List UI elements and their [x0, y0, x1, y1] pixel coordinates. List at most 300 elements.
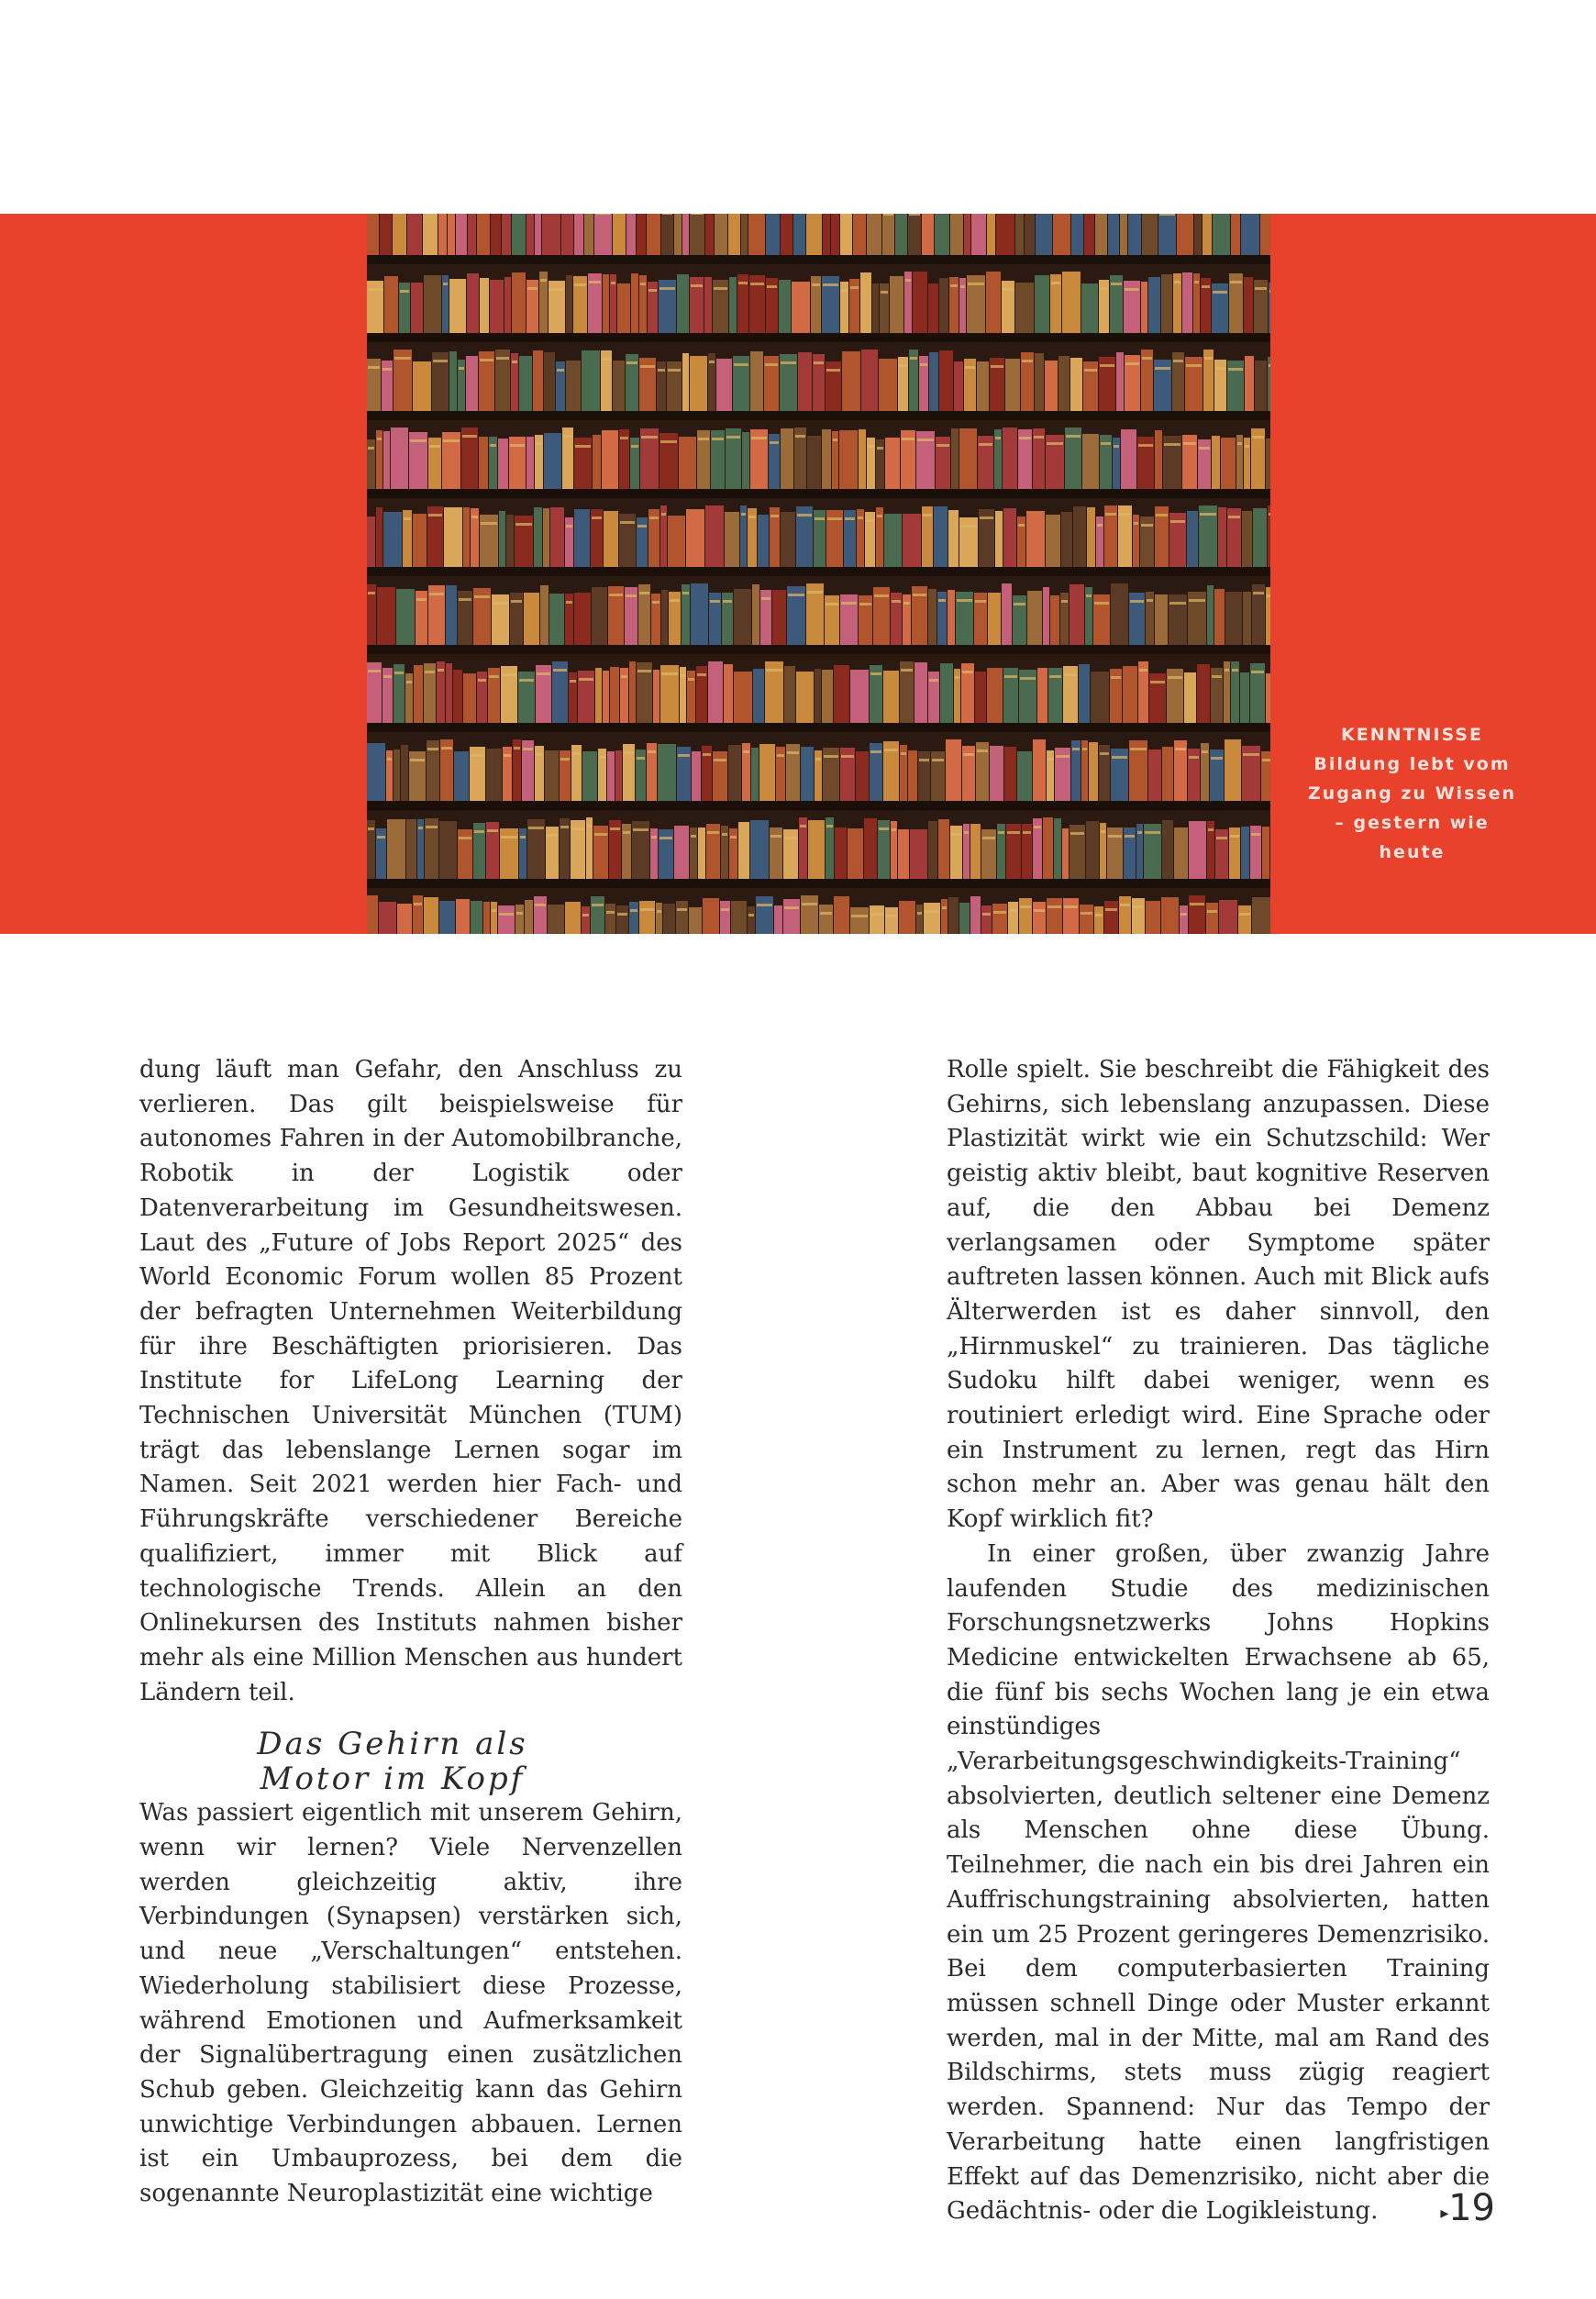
book-spine-band — [661, 513, 666, 516]
book-spine — [1260, 214, 1270, 255]
book-spine — [898, 829, 909, 879]
book-spine-band — [901, 752, 906, 755]
book-spine-band — [814, 361, 824, 364]
book-spine-band — [1253, 592, 1264, 594]
book-spine-band — [910, 357, 917, 360]
book-spine — [1245, 356, 1254, 411]
book-spine-band — [536, 442, 542, 445]
book-spine — [391, 428, 408, 489]
book-spine — [639, 901, 655, 934]
book-spine — [411, 283, 423, 333]
book-spine-band — [1164, 443, 1180, 446]
book-spine — [1148, 277, 1160, 333]
book-spine-band — [841, 289, 848, 292]
book-spine — [491, 902, 497, 934]
book-spine — [566, 361, 581, 411]
book-spine-band — [1202, 750, 1208, 753]
book-spine — [819, 905, 833, 934]
book-spine — [396, 589, 415, 645]
book-spine-band — [1049, 675, 1061, 678]
book-spine — [610, 667, 619, 723]
book-spine — [453, 670, 462, 723]
book-spine — [686, 509, 704, 567]
book-spine — [705, 214, 714, 255]
book-spine — [903, 514, 921, 567]
book-spine-band — [870, 750, 881, 753]
book-spine — [938, 819, 949, 879]
book-spine — [582, 906, 590, 934]
book-spine-band — [691, 284, 703, 287]
book-spine — [986, 272, 1001, 333]
book-spine-band — [950, 284, 958, 287]
book-spine — [424, 897, 438, 934]
book-spine-band — [1237, 442, 1242, 445]
book-spine — [835, 827, 847, 879]
book-spine — [1180, 905, 1188, 934]
book-spine-band — [826, 603, 838, 605]
book-spine — [1004, 747, 1016, 801]
book-spine-band — [923, 514, 932, 516]
book-spine-band — [623, 831, 630, 834]
book-spine-band — [698, 438, 709, 440]
book-spine-band — [496, 357, 509, 360]
book-spine — [731, 901, 747, 934]
book-spine-band — [657, 910, 661, 913]
book-spine-band — [905, 279, 911, 282]
book-spine-band — [540, 279, 547, 282]
book-spine — [856, 751, 869, 801]
book-spine-band — [770, 515, 779, 517]
book-spine-band — [511, 600, 522, 603]
book-spine — [468, 214, 476, 255]
book-spine-band — [1034, 436, 1044, 439]
book-spine — [774, 905, 782, 934]
book-spine — [613, 361, 625, 411]
book-spine — [677, 274, 689, 333]
book-spine — [954, 361, 963, 411]
book-spine-band — [633, 828, 648, 831]
book-spine — [734, 672, 752, 723]
photo-caption — [1304, 720, 1520, 867]
book-spine — [380, 214, 392, 255]
book-spine-band — [1262, 759, 1270, 761]
book-spine — [1043, 587, 1049, 645]
book-spine — [970, 824, 981, 879]
book-spine — [750, 820, 769, 879]
book-spine-band — [870, 672, 881, 675]
book-spine-band — [592, 904, 604, 906]
book-spine — [1243, 592, 1251, 645]
book-spine — [948, 510, 959, 567]
book-spine — [1221, 438, 1236, 489]
book-spine-band — [582, 914, 589, 916]
book-spine-band — [474, 830, 484, 833]
book-spine-band — [998, 831, 1004, 834]
book-spine-band — [741, 513, 746, 516]
book-spine-band — [1138, 444, 1153, 447]
book-spine-band — [528, 827, 544, 829]
book-spine — [885, 907, 898, 934]
book-spine — [1003, 428, 1017, 489]
book-spine — [384, 276, 398, 333]
book-spine-band — [387, 758, 392, 761]
book-spine — [1062, 828, 1069, 879]
book-spine — [637, 214, 646, 255]
book-spine-band — [1020, 677, 1036, 680]
book-spine — [870, 905, 884, 934]
book-spine-band — [648, 289, 657, 292]
book-spine — [626, 214, 636, 255]
book-spine — [742, 432, 749, 489]
book-spine — [882, 214, 894, 255]
book-spine — [1087, 507, 1095, 567]
book-spine-band — [640, 283, 646, 285]
book-spine-band — [917, 912, 922, 915]
book-spine — [1189, 821, 1206, 879]
book-spine-band — [766, 669, 782, 672]
book-spine — [467, 273, 479, 333]
book-spine — [692, 751, 701, 801]
book-spine — [750, 351, 763, 411]
book-spine — [446, 585, 457, 645]
book-spine — [1162, 820, 1173, 879]
book-spine-band — [400, 290, 409, 293]
book-spine — [924, 903, 940, 934]
book-spine — [842, 351, 860, 411]
book-spine-band — [474, 595, 490, 598]
book-spine — [946, 739, 961, 801]
book-spine-band — [975, 600, 986, 603]
book-spine-band — [748, 914, 754, 916]
book-spine — [401, 745, 408, 801]
book-spine-band — [606, 911, 615, 914]
book-spine — [1062, 272, 1081, 333]
book-spine-band — [1064, 673, 1077, 676]
book-spine — [631, 273, 638, 333]
book-spine-band — [1100, 364, 1114, 367]
book-spine — [1080, 905, 1093, 934]
book-spine-band — [995, 437, 1001, 439]
book-spine — [1036, 214, 1052, 255]
book-spine — [439, 821, 457, 879]
book-spine — [584, 214, 593, 255]
book-spine — [679, 437, 696, 489]
book-spine-band — [1251, 671, 1264, 673]
book-spine — [595, 668, 602, 723]
book-spine — [466, 356, 478, 411]
book-spine — [910, 829, 927, 879]
caption-kicker: KENNTNISSE — [1341, 725, 1483, 745]
book-spine-band — [1183, 442, 1196, 445]
shelf-board — [367, 333, 1270, 342]
book-spine — [1231, 214, 1240, 255]
book-spine — [908, 750, 917, 801]
book-spine-band — [549, 288, 564, 291]
book-spine-band — [637, 757, 645, 760]
book-spine — [1225, 592, 1242, 645]
book-spine-band — [1009, 909, 1017, 912]
book-spine-band — [383, 675, 392, 678]
book-spine — [1086, 821, 1099, 879]
book-spine-band — [1130, 600, 1144, 603]
book-spine-band — [579, 678, 593, 681]
book-spine-band — [609, 594, 623, 596]
book-spine-band — [639, 592, 649, 594]
book-spine-band — [874, 594, 889, 597]
book-spine — [603, 671, 609, 723]
book-spine-band — [901, 669, 913, 672]
book-spine-band — [1018, 524, 1025, 527]
book-spine-band — [516, 912, 523, 915]
book-spine-band — [868, 445, 874, 448]
book-spine — [916, 905, 923, 934]
book-spine — [379, 902, 396, 934]
book-spine — [542, 214, 560, 255]
book-spine-band — [886, 915, 897, 917]
caption-text: Bildung lebt vom Zugang zu Wissen – gestern wie heute — [1307, 754, 1517, 862]
book-spine — [948, 897, 959, 934]
book-spine — [376, 507, 382, 567]
book-spine — [1082, 434, 1099, 489]
book-spine-band — [1061, 600, 1068, 603]
book-spine — [1120, 214, 1127, 255]
book-spine — [781, 214, 792, 255]
book-spine — [524, 593, 539, 645]
paragraph-text: In einer großen, über zwanzig Jahre laufenden Studie des medizinischen Forschungsnetzwerks Johns Hopkins Medicine entwickelten Erwachsene ab 65, die fünf bis sechs Wochen lang je ein etwa einstündiges „Verarbeitungsgeschwindigkeits-Training“ absolvierten, deutlich seltener eine Demenz als Menschen ohne diese Übung. Teilnehmer, die nach ein bis drei Jahren ein Auffrischungstraining absolvierten, hatten ein um 25 Prozent geringeres Demenzrisiko. Bei dem computerbasierten Training müssen schnell Dinge oder Muster erkannt werden, mal in der Mitte, mal am Rand des Bildschirms, stets muss zügig reagiert werden. Spannend: Nur das Tempo der Verarbeitung hatte einen langfristigen Effekt auf das Demenzrisiko, nicht aber die Gedächtnis- oder die Logikleistung. — [947, 1539, 1490, 2226]
book-spine — [456, 899, 470, 934]
book-spine — [1161, 897, 1179, 934]
book-spine-band — [1105, 513, 1116, 516]
book-spine-band — [1170, 520, 1185, 523]
book-spine-band — [566, 525, 572, 528]
book-spine — [647, 214, 660, 255]
book-spine — [1197, 664, 1210, 723]
book-spine — [1266, 439, 1270, 489]
book-spine-band — [761, 597, 770, 600]
book-spine-band — [899, 364, 907, 367]
book-spine-band — [660, 440, 677, 443]
book-spine-band — [1189, 756, 1199, 759]
book-spine-band — [1245, 445, 1249, 448]
book-spine-band — [734, 363, 748, 366]
book-spine — [544, 352, 555, 411]
book-spine-band — [661, 672, 678, 675]
book-spine-band — [368, 447, 374, 450]
book-spine-band — [823, 283, 838, 286]
book-spine — [959, 903, 970, 934]
book-spine-band — [1095, 914, 1103, 916]
book-spine — [653, 670, 659, 723]
book-spine — [1073, 506, 1086, 567]
book-spine — [753, 669, 764, 723]
book-spine — [748, 906, 755, 934]
book-spine — [1026, 511, 1045, 567]
book-spine — [377, 587, 395, 645]
book-spine — [682, 214, 689, 255]
book-spine-band — [459, 598, 471, 601]
book-spine-band — [770, 835, 781, 838]
book-spine — [959, 428, 977, 489]
book-spine-band — [1019, 437, 1031, 439]
book-spine-band — [1255, 287, 1267, 290]
book-spine-band — [630, 909, 637, 912]
book-spine-band — [1034, 909, 1045, 912]
book-spine — [423, 214, 438, 255]
book-spine — [928, 589, 937, 645]
book-spine-band — [553, 669, 567, 672]
book-spine-band — [443, 283, 448, 285]
book-spine-band — [1230, 281, 1242, 283]
book-spine — [995, 511, 1003, 567]
book-spine-band — [566, 601, 572, 604]
book-spine — [367, 214, 379, 255]
book-spine-band — [560, 826, 569, 828]
book-spine — [704, 277, 712, 333]
book-spine-band — [492, 909, 496, 912]
book-spine — [533, 350, 543, 411]
book-spine — [987, 214, 995, 255]
book-spine-band — [963, 753, 974, 756]
book-spine-band — [682, 592, 689, 594]
book-spine — [519, 356, 532, 411]
book-spine-band — [1081, 912, 1092, 915]
book-spine-band — [1169, 602, 1186, 605]
book-spine-band — [394, 672, 404, 674]
book-spine-band — [1141, 524, 1153, 527]
book-spine-band — [368, 670, 381, 672]
book-spine — [1003, 508, 1016, 567]
book-spine — [526, 214, 534, 255]
book-spine-band — [1145, 831, 1160, 834]
book-spine-band — [1230, 835, 1239, 838]
book-spine-band — [414, 903, 422, 905]
book-spine — [471, 901, 482, 934]
book-spine — [834, 896, 849, 934]
book-spine — [534, 896, 547, 934]
book-spine — [1206, 903, 1218, 934]
book-spine-band — [960, 525, 977, 528]
book-spine-band — [812, 283, 820, 286]
book-spine-band — [1108, 835, 1122, 838]
book-spine-band — [1047, 758, 1053, 761]
book-spine — [867, 214, 881, 255]
section-subheading — [139, 1727, 682, 1796]
book-spine-band — [1252, 436, 1264, 439]
book-spine-band — [681, 674, 685, 677]
book-spine-band — [1003, 288, 1014, 291]
book-spine — [929, 352, 938, 411]
book-spine-band — [960, 285, 965, 288]
book-spine-band — [404, 517, 411, 520]
book-spine-band — [658, 369, 665, 372]
book-spine-band — [841, 602, 857, 605]
book-spine — [1182, 272, 1192, 333]
book-spine — [996, 214, 1014, 255]
book-spine — [728, 745, 741, 801]
book-spine-band — [1097, 524, 1103, 527]
book-spine-band — [523, 748, 533, 750]
book-spine — [1081, 283, 1098, 333]
book-spine — [729, 277, 737, 333]
book-spine-band — [977, 750, 988, 752]
book-spine-band — [659, 287, 675, 290]
book-spine — [1035, 353, 1044, 411]
book-spine — [1174, 827, 1188, 879]
book-spine — [1155, 430, 1162, 489]
book-spine-band — [703, 753, 711, 756]
book-spine — [526, 437, 534, 489]
book-spine-band — [870, 913, 883, 916]
book-spine — [397, 904, 412, 934]
book-spine-band — [547, 834, 558, 837]
book-spine-band — [991, 365, 1003, 368]
book-spine — [582, 350, 600, 411]
book-spine — [987, 668, 1003, 723]
book-spine-band — [649, 516, 659, 519]
subheading-line: Motor im Kopf — [260, 1760, 526, 1798]
book-spine-band — [833, 439, 837, 441]
book-spine — [1128, 214, 1141, 255]
book-spine — [981, 905, 992, 934]
book-spine-band — [648, 750, 656, 753]
book-spine — [705, 505, 724, 567]
book-spine-band — [677, 908, 687, 911]
book-spine — [525, 900, 533, 934]
book-spine-band — [1051, 282, 1060, 284]
book-spine — [1070, 584, 1084, 645]
book-spine-band — [490, 444, 496, 447]
book-spine — [971, 214, 986, 255]
book-spine — [720, 901, 730, 934]
book-spine-band — [394, 357, 411, 360]
book-spine — [703, 898, 719, 934]
book-spine-band — [631, 445, 638, 448]
book-spine — [414, 665, 423, 723]
book-spine — [512, 214, 526, 255]
book-spine — [617, 283, 630, 333]
book-spine — [1148, 750, 1161, 801]
book-spine-band — [1212, 675, 1222, 678]
book-spine — [1187, 511, 1198, 567]
article-column-left — [139, 1053, 682, 2212]
book-spine — [535, 214, 541, 255]
book-spine-band — [1168, 676, 1182, 679]
book-spine — [689, 907, 702, 934]
book-spine-band — [652, 601, 659, 604]
book-spine — [449, 351, 457, 411]
book-spine-band — [787, 751, 799, 754]
book-spine-band — [1082, 748, 1087, 750]
book-spine — [367, 895, 378, 934]
book-spine — [725, 512, 739, 567]
book-spine — [934, 506, 948, 567]
book-spine — [1033, 739, 1046, 801]
book-spine — [574, 593, 591, 645]
book-spine — [1002, 583, 1012, 645]
book-spine-band — [441, 747, 452, 750]
book-spine-band — [368, 288, 382, 291]
book-spine-band — [504, 754, 511, 757]
book-spine-band — [443, 439, 460, 442]
book-spine-band — [662, 214, 672, 215]
book-spine-band — [478, 679, 486, 682]
book-spine-band — [410, 439, 427, 442]
book-spine — [1203, 214, 1212, 255]
book-spine-band — [1023, 831, 1031, 834]
book-spine-band — [1142, 357, 1152, 360]
book-spine — [1108, 214, 1119, 255]
book-spine — [1241, 214, 1259, 255]
